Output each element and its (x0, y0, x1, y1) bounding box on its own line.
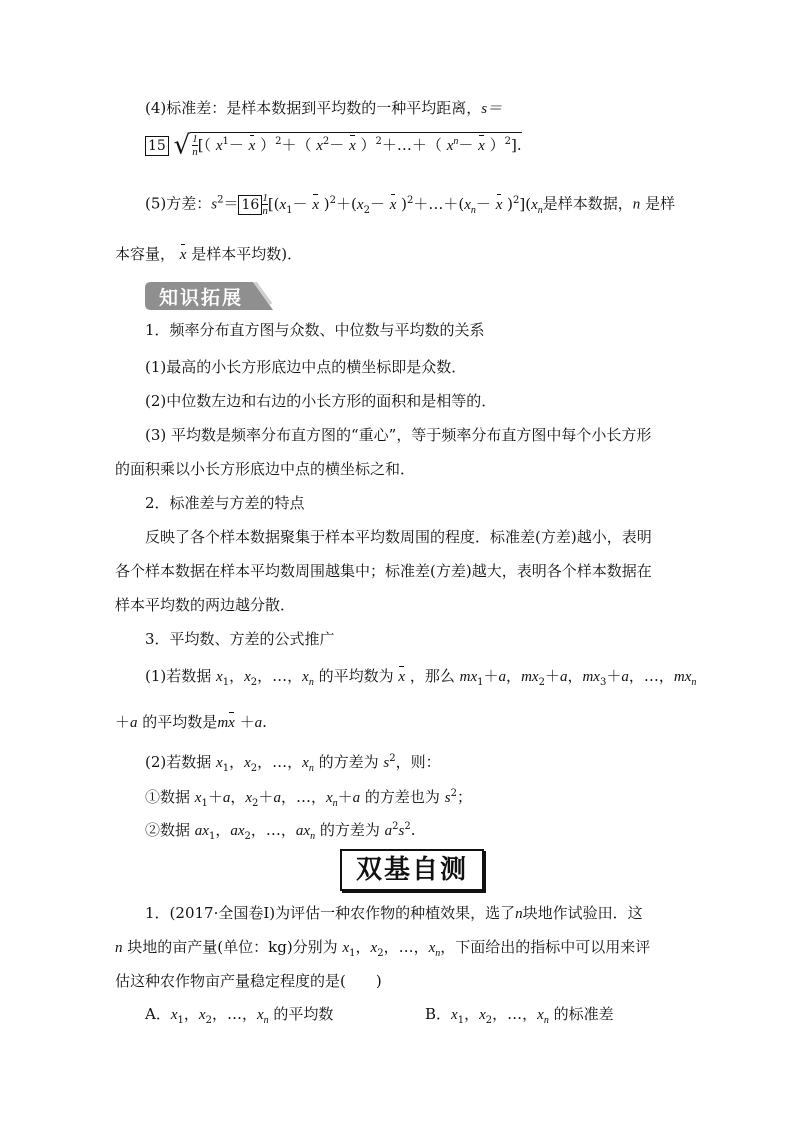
sqrt-symbol: √ (173, 130, 191, 161)
std-formula (145, 132, 522, 166)
badge-label: 知识拓展 (159, 287, 244, 309)
variance-line-2: 本容量， x 是样本平均数)． (115, 245, 303, 263)
q1-option-a[interactable]: A．$x_1$，$x_2$，…，$x_n$ 的平均数 (145, 1005, 334, 1026)
std-s-eq: s＝ (481, 101, 503, 117)
ext-heading-3: 3．平均数、方差的公式推广 (145, 630, 335, 648)
ext-para-2: (2)中位数左边和右边的小长方形的面积和是相等的． (145, 392, 497, 410)
q1-line-3: 估这种农作物亩产量稳定程度的是( ) (115, 972, 382, 990)
ext-heading-2: 2．标准差与方差的特点 (145, 494, 305, 512)
ext-heading-1: 1．频率分布直方图与众数、中位数与平均数的关系 (145, 321, 485, 339)
ext-para-7: ①数据 $x_1+a$，$x_2+a$，…，$x_n+a$ 的方差也为 $s^2$； (145, 788, 472, 809)
knowledge-extension-badge (145, 282, 273, 310)
ext-para-4c: 样本平均数的两边越分散． (115, 596, 296, 614)
std-label-line (145, 98, 502, 119)
q1-line-2: n 块地的亩产量(单位：kg)分别为 $x_1$，$x_2$，…，$x_n$，下面给出的指标中可以用来评 (115, 938, 651, 959)
variance-label: (5)方差： (145, 194, 212, 213)
variance-formula: [($x_1- x$ )$^2+(x_2- x$ )$^2+\dots+(x_n- x$ )$^2](x_n$ (267, 194, 543, 216)
ext-para-4b: 各个样本数据在样本平均数周围越集中；标准差(方差)越大，表明各个样本数据在 (115, 562, 652, 580)
std-label: (4)标准差：是样本数据到平均数的一种平均距离， (145, 99, 482, 117)
std-formula-expr: [（ $x^1- x$ ）$^2$＋（ $x^2- x$ ）$^2$＋…＋（ $x^n- x$ ）$^2$]. (197, 135, 522, 154)
variance-line-1: (5)方差：$s^2= 16$ $\frac{1}{n}$ [($x_1- x$ )$^2+(x_2- x$ )$^2+\dots+(x_n- x$ )$^2](x_n$是样本数据，n 是样 (145, 192, 676, 217)
std-fraction: $\frac{1}{n}$ (192, 133, 198, 158)
ext-para-8: ②数据 $ax_1$，$ax_2$，…，$ax_n$ 的方差为 $a^2s^2$. (145, 821, 416, 842)
ext-para-1: (1)最高的小长方形底边中点的横坐标即是众数． (145, 358, 467, 376)
ext-para-6: (2)若数据 $x_1$，$x_2$，…，$x_n$ 的方差为 $s^2$，则： (145, 753, 441, 774)
q1-line-1: 1．(2017·全国卷Ⅰ)为评估一种农作物的种植效果，选了n块地作试验田．这 (145, 904, 643, 922)
ext-para-5b: ＋a 的平均数是mx ＋a. (115, 713, 267, 731)
ext-para-5a: (1)若数据 $x_1$，$x_2$，…，$x_n$ 的平均数为 x ，那么 $mx_1+a$，$mx_2+a$，$mx_3+a$，…，$mx_n$ (145, 667, 697, 688)
std-box-number: 15 (145, 136, 169, 156)
ext-para-3a: (3) 平均数是频率分布直方图的“重心”，等于频率分布直方图中每个小长方形 (145, 426, 652, 444)
variance-fraction: $\frac{1}{n}$ (262, 192, 268, 217)
section-title-self-test: 双基自测 (340, 849, 484, 891)
q1-option-b[interactable]: B．$x_1$，$x_2$，…，$x_n$ 的标准差 (425, 1005, 614, 1026)
variance-box-number: 16 (238, 195, 262, 215)
std-sqrt-body (190, 132, 521, 158)
ext-para-3b: 的面积乘以小长方形底边中点的横坐标之和． (115, 460, 416, 478)
ext-para-4a: 反映了各个样本数据聚集于样本平均数周围的程度．标准差(方差)越小，表明 (145, 528, 652, 546)
